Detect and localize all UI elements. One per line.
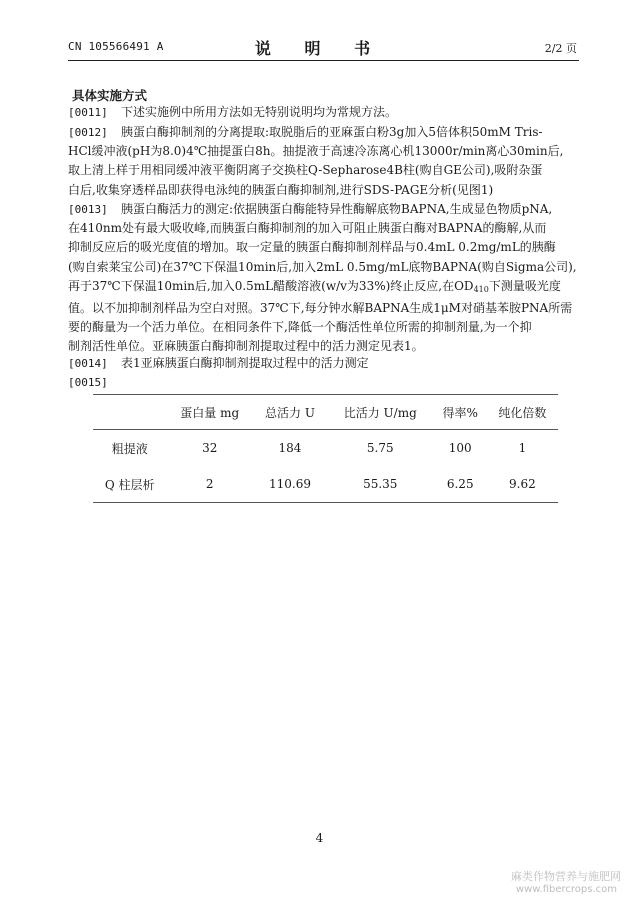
- paragraph-0013: [68, 200, 578, 357]
- table-header-cell: 总活力 U: [253, 395, 327, 430]
- paragraph-line: 取上清上样于用相同缓冲液平衡阴离子交换柱Q-Sepharose4B柱(购自GE公司),吸附杂蛋: [68, 163, 543, 178]
- table-header-cell: [93, 395, 166, 430]
- table-header-cell: 比活力 U/mg: [327, 395, 434, 430]
- paragraph-number: [0012]: [68, 126, 108, 139]
- paragraph-0014: [68, 354, 578, 373]
- paragraph-0012: [68, 123, 578, 200]
- table-cell: 32: [202, 441, 218, 455]
- paragraph-number: [0013]: [68, 203, 108, 216]
- table-cell: Q 柱层析: [93, 466, 166, 503]
- paragraph-line: 胰蛋白酶活力的测定:依据胰蛋白酶能特异性酶解底物BAPNA,生成显色物质pNA,: [121, 202, 553, 216]
- paragraph-number: [0011]: [68, 106, 108, 119]
- table-cell: 6.25: [434, 466, 487, 503]
- paragraph-line: 抑制反应后的吸光度值的增加。取一定量的胰蛋白酶抑制剂样品与0.4mL 0.2mg/mL的胰酶: [68, 240, 556, 255]
- watermark-text: 麻类作物营养与施肥网: [511, 870, 621, 883]
- paragraph-line: 下述实施例中所用方法如无特别说明均为常规方法。: [121, 105, 398, 119]
- paragraph-line: 胰蛋白酶抑制剂的分离提取:取脱脂后的亚麻蛋白粉3g加入5倍体积50mM Tris-: [121, 125, 543, 139]
- table-header-row: [93, 395, 558, 430]
- table-cell: 2: [166, 466, 253, 503]
- table-cell: 55.35: [327, 466, 434, 503]
- paragraph-line: 白后,收集穿透样品即获得电泳纯的胰蛋白酶抑制剂,进行SDS-PAGE分析(见图1): [68, 182, 494, 197]
- table-cell: 粗提液: [111, 441, 148, 456]
- activity-table: [93, 394, 558, 503]
- paragraph-line: 在410nm处有最大吸收峰,而胰蛋白酶抑制剂的加入可阻止胰蛋白酶对BAPNA的酶解,从而: [68, 221, 547, 236]
- table-cell: 110.69: [253, 466, 327, 503]
- page-indicator: 2/2 页: [544, 42, 577, 55]
- paragraph-line: 再于37℃下保温10min后,加入0.5mL醋酸溶液(w/v为33%)终止反应,在$OD_{410}$下测量吸光度: [68, 278, 561, 294]
- paragraph-0011: [68, 103, 578, 122]
- table-cell: 1: [518, 441, 527, 455]
- table-row: [93, 466, 558, 503]
- patent-number: CN 105566491 A: [68, 40, 164, 53]
- table-caption: 表1亚麻胰蛋白酶抑制剂提取过程中的活力测定: [121, 356, 369, 370]
- table-cell: 100: [448, 441, 472, 455]
- section-title: 具体实施方式: [72, 88, 148, 103]
- paragraph-line: 要的酶量为一个活力单位。在相同条件下,降低一个酶活性单位所需的抑制剂量,为一个抑: [68, 320, 532, 335]
- table-row: [93, 430, 558, 467]
- table-cell: 5.75: [366, 441, 394, 455]
- paragraph-number: [0014]: [68, 357, 108, 370]
- table-header-cell: 蛋白量 mg: [166, 395, 253, 430]
- header-divider: [68, 60, 579, 61]
- table-cell: 184: [278, 441, 302, 455]
- paragraph-line: 制剂活性单位。亚麻胰蛋白酶抑制剂提取过程中的活力测定见表1。: [68, 339, 424, 354]
- paragraph-line: (购自索莱宝公司)在37℃下保温10min后,加入2mL 0.5mg/mL底物BAPNA(购自Sigma公司),: [68, 259, 577, 274]
- document-title: 说 明 书: [254, 39, 385, 58]
- table-header-cell: 纯化倍数: [487, 395, 558, 430]
- paragraph-line: HCl缓冲液(pH为8.0)4℃抽提蛋白8h。抽提液于高速冷冻离心机13000r/min离心30min后,: [68, 144, 564, 159]
- watermark-url: www.fibercrops.com: [515, 884, 617, 895]
- table-cell: 9.62: [487, 466, 558, 503]
- table-header-cell: 得率%: [434, 395, 487, 430]
- paragraph-number: [0015]: [68, 376, 108, 389]
- page-number: 4: [315, 831, 324, 845]
- paragraph-line: 值。以不加抑制剂样品为空白对照。37℃下,每分钟水解BAPNA生成1μM对硝基苯胺PNA所需: [68, 301, 573, 316]
- subscript: 410: [473, 284, 489, 294]
